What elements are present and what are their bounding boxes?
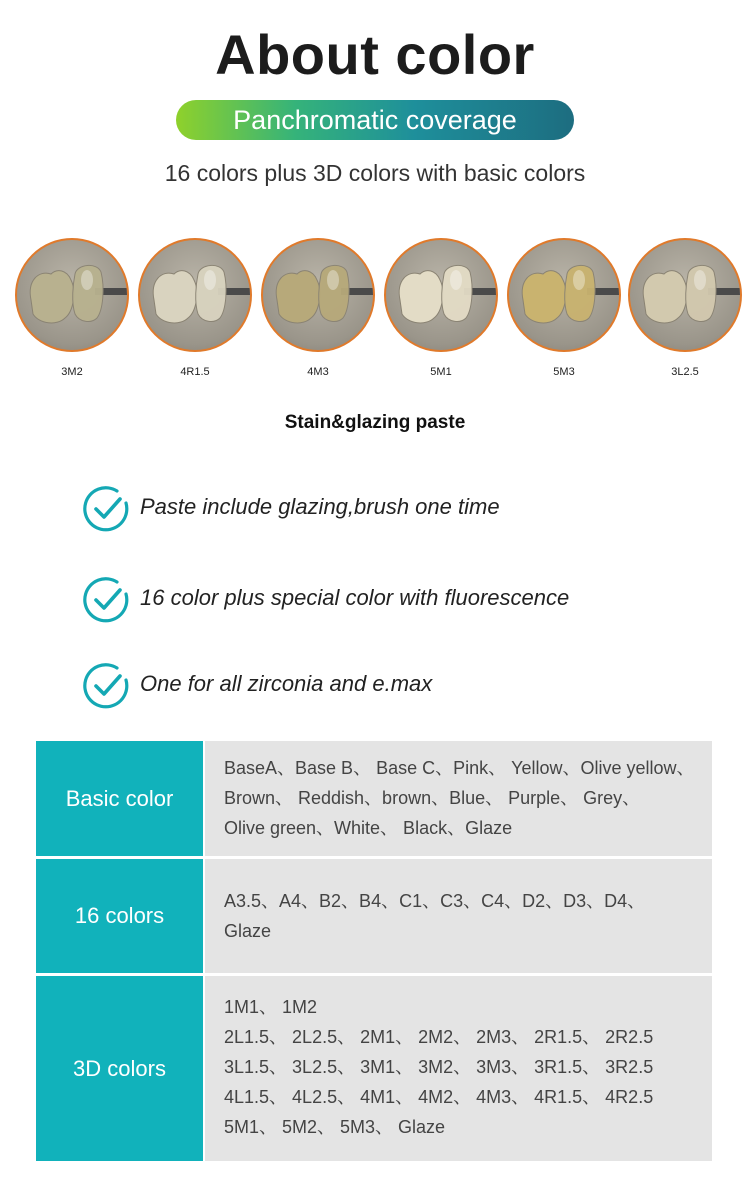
feature-text: Paste include glazing,brush one time <box>140 494 500 519</box>
check-circle-icon <box>82 661 132 711</box>
row-line: A3.5、A4、B2、B4、C1、C3、C4、D2、D3、D4、 <box>224 891 646 911</box>
tooth-photo <box>507 238 621 352</box>
row-content <box>205 741 712 856</box>
subtitle: 16 colors plus 3D colors with basic colors <box>164 160 586 186</box>
tooth-photo <box>628 238 742 352</box>
tooth-photo <box>261 238 375 352</box>
shade-label: 4R1.5 <box>180 366 210 378</box>
row-header: 3D colors <box>36 976 203 1161</box>
page-title: About color <box>215 23 535 86</box>
row-line: 2L1.5、 2L2.5、 2M1、 2M2、 2M3、 2R1.5、 2R2.5 <box>224 1027 654 1047</box>
feature-item <box>82 661 722 711</box>
shade-samples <box>0 238 750 378</box>
shade-label: 5M1 <box>430 366 452 378</box>
tooth-icon <box>386 240 496 350</box>
row-line: 1M1、 1M2 <box>224 997 318 1017</box>
tooth-photo <box>138 238 252 352</box>
row-content <box>205 859 712 973</box>
tooth-icon <box>509 240 619 350</box>
shade-sample <box>15 238 129 378</box>
shade-sample <box>628 238 742 378</box>
row-line: Olive green、White、 Black、Glaze <box>224 818 513 838</box>
row-line: 3L1.5、 3L2.5、 3M1、 3M2、 3M3、 3R1.5、 3R2.5 <box>224 1057 654 1077</box>
tooth-icon <box>630 240 740 350</box>
shade-label: 3M2 <box>61 366 83 378</box>
tooth-icon <box>140 240 250 350</box>
feature-item <box>82 575 722 625</box>
row-line: Glaze <box>224 921 272 941</box>
row-header: 16 colors <box>36 859 203 973</box>
row-line: BaseA、Base B、 Base C、Pink、 Yellow、Olive yellow、 <box>224 758 695 778</box>
feature-text: One for all zirconia and e.max <box>140 671 433 696</box>
shade-sample <box>507 238 621 378</box>
row-line: Brown、 Reddish、brown、Blue、 Purple、 Grey、 <box>224 788 641 808</box>
shade-sample <box>138 238 252 378</box>
coverage-pill: Panchromatic coverage <box>176 100 574 140</box>
check-circle-icon <box>82 484 132 534</box>
row-header: Basic color <box>36 741 203 856</box>
tooth-photo <box>15 238 129 352</box>
section-title: Stain&glazing paste <box>284 412 466 433</box>
tooth-icon <box>263 240 373 350</box>
check-circle-icon <box>82 575 132 625</box>
feature-text: 16 color plus special color with fluorescence <box>140 585 570 610</box>
table-row <box>36 859 712 973</box>
shade-sample <box>384 238 498 378</box>
feature-item <box>82 484 722 534</box>
shade-label: 5M3 <box>553 366 575 378</box>
shade-label: 3L2.5 <box>671 366 699 378</box>
tooth-icon <box>17 240 127 350</box>
tooth-photo <box>384 238 498 352</box>
row-content <box>205 976 712 1161</box>
table-row <box>36 741 712 856</box>
shade-sample <box>261 238 375 378</box>
table-row <box>36 976 712 1161</box>
shade-label: 4M3 <box>307 366 329 378</box>
row-line: 5M1、 5M2、 5M3、 Glaze <box>224 1117 446 1137</box>
row-line: 4L1.5、 4L2.5、 4M1、 4M2、 4M3、 4R1.5、 4R2.5 <box>224 1087 654 1107</box>
